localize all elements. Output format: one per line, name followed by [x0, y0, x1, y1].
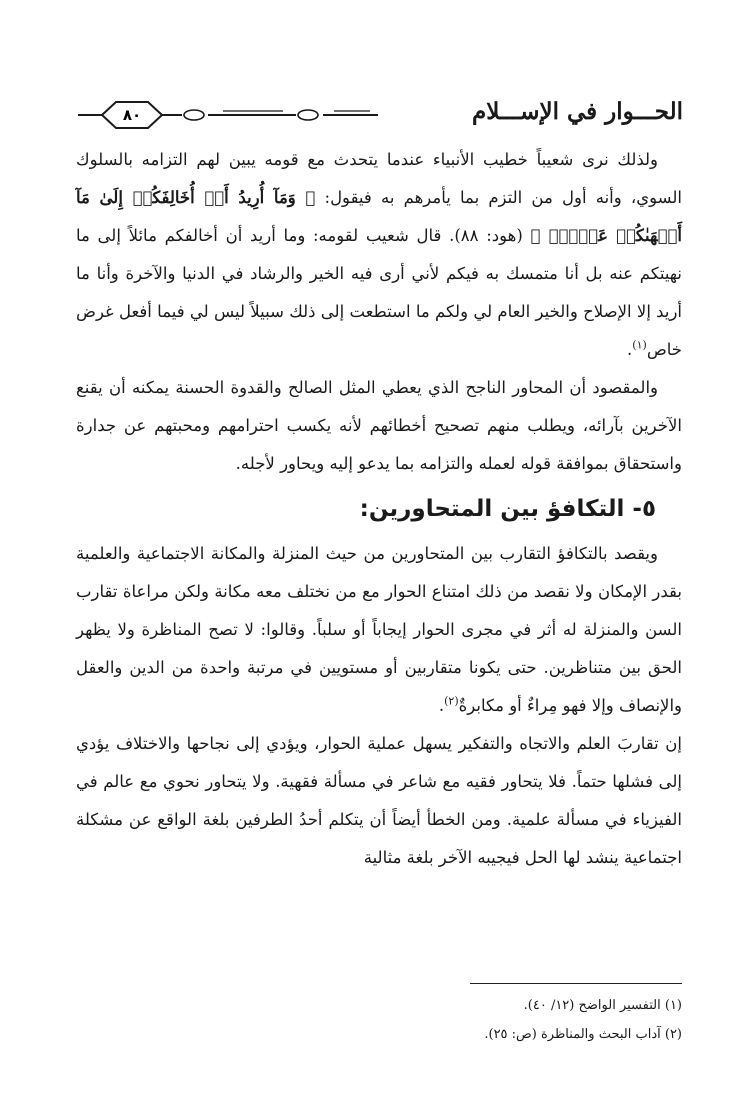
ornament-oval	[184, 110, 204, 120]
paragraph-3-text: ويقصد بالتكافؤ التقارب بين المتحاورين من حيث المنزلة والمكانة الاجتماعية والعلمية بقدر الإمكان ولا نقصد من ذلك امتناع الحوار مع من نختلف معه مكانة ولكن مراعاة تقارب السن والمنزلة له أثر في مجرى الحوار إيجاباً أو سلباً. وقالوا: لا تصح المناظرة ولا يظهر الحق بين متناظرين. حتى يكونا متقاربين أو مستويين في مرتبة واحدة من الدين والعقل والإنصاف وإلا فهو مِراءٌ أو مكابرةٌ	[76, 544, 682, 715]
paragraph-2: والمقصود أن المحاور الناجح الذي يعطي المثل الصالح والقدوة الحسنة يمكنه أن يقنع الآخرين بآرائه، ويطلب منهم تصحيح أخطائهم لأنه يكسب احترامهم ومحبتهم عن جدارة واستحقاق بموافقة قوله لعمله والتزامه بما يدعو إليه ويحاور لأجله.	[76, 378, 682, 473]
paragraph-3	[76, 535, 682, 725]
paragraph-1-text-a: ولذلك نرى شعيباً خطيب الأنبياء عندما يتحدث مع قومه يبين لهم التزامه بالسلوك السوي، وأنه أول من التزم بما يأمرهم به فيقول:	[76, 150, 682, 207]
footnote-2: (٢) آداب البحث والمناظرة (ص: ٢٥).	[484, 1027, 682, 1042]
paragraph-1	[76, 141, 682, 369]
page-number: ٨٠	[122, 106, 142, 124]
body-text	[76, 141, 682, 877]
footnote-separator	[470, 983, 682, 984]
ornament-oval	[298, 110, 318, 120]
running-header	[78, 94, 683, 134]
section-heading: ٥- التكافؤ بين المتحاورين:	[359, 496, 656, 522]
footnote-ref-1: (١)	[632, 338, 647, 352]
header-title: الحـــوار في الإســـلام	[472, 98, 683, 125]
footnote-1: (١) التفسير الواضح (١٢/ ٤٠).	[523, 998, 682, 1013]
footnotes	[320, 991, 682, 1049]
paragraph-4: إن تقاربَ العلم والاتجاه والتفكير يسهل عملية الحوار، ويؤدي إلى نجاحها والاختلاف يؤدي إلى فشلها حتماً. فلا يتحاور فقيه مع شاعر في مسألة فقهية. ولا يتحاور نحوي مع عالم في الفيزياء في مسألة علمية. ومن الخطأ أيضاً أن يتكلم أحدُ الطرفين بلغة الواقع عن مشكلة اجتماعية ينشد لها الحل فيجيبه الآخر بلغة مثالية	[76, 734, 682, 867]
paragraph-1-text-b: (هود: ٨٨). قال شعيب لقومه: وما أريد أن أخالفكم مائلاً إلى ما نهيتكم عنه بل أنا متمسك به فيكم لأني أرى فيه الخير والرشاد في الدنيا والآخرة وأنا ما أريد إلا الإصلاح والخير العام لي ولكم ما استطعت إلى ذلك سبيلاً ليس لي فيما أفعل غرض خاص	[76, 226, 682, 359]
quran-verse: ﴿ وَمَآ أُرِيدُ أَنۡ أُخَالِفَكُمۡ إِلَىٰ مَآ أَنۡهَىٰكُمۡ عَنۡهُۚ ﴾	[76, 188, 683, 245]
paragraph-1-end: .	[627, 340, 633, 359]
header-ornament	[78, 94, 508, 134]
footnote-ref-2: (٢)	[444, 694, 459, 708]
paragraph-3-end: .	[438, 696, 445, 715]
